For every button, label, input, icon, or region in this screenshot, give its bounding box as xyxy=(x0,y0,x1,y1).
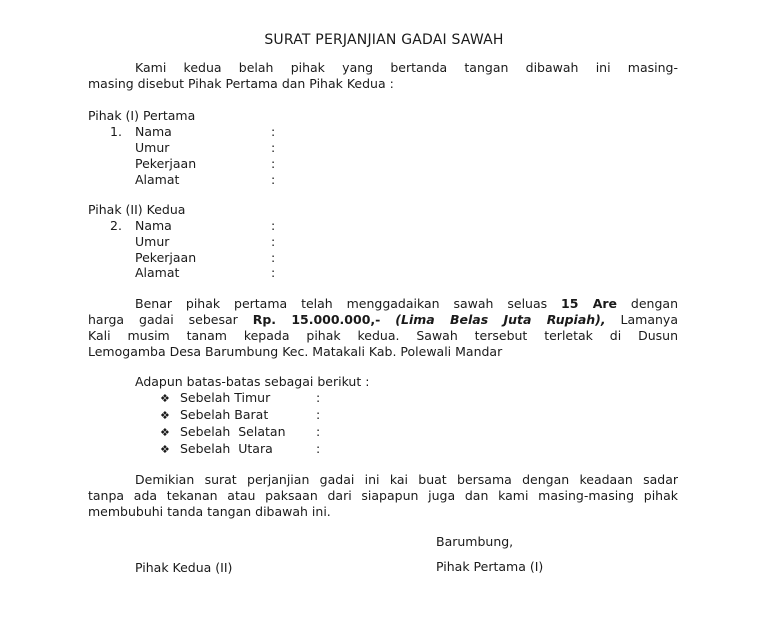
party2-number: 2. xyxy=(110,218,122,233)
party1-field-umur: Umur xyxy=(135,140,170,155)
agreement-line-3: Kali musim tanam kepada pihak kedua. Sawah tersebut terletak di Dusun xyxy=(88,328,678,343)
border-north-colon: : xyxy=(316,441,321,456)
bullet-diamond-icon: ❖ xyxy=(160,409,170,422)
bullet-diamond-icon: ❖ xyxy=(160,443,170,456)
bullet-diamond-icon: ❖ xyxy=(160,426,170,439)
agreement-line-2-end: Lamanya xyxy=(605,312,678,327)
party1-field-nama: Nama xyxy=(135,124,172,139)
party1-field-pekerjaan: Pekerjaan xyxy=(135,156,197,171)
agreement-paragraph xyxy=(88,296,678,360)
agreement-line-4: Lemogamba Desa Barumbung Kec. Matakali Kab. Polewali Mandar xyxy=(88,344,503,359)
closing-line-2: tanpa ada tekanan atau paksaan dari siapapun juga dan kami masing-masing pihak xyxy=(88,488,678,503)
intro-line-2: masing disebut Pihak Pertama dan Pihak Kedua : xyxy=(88,76,394,91)
closing-line-3: membubuhi tanda tangan dibawah ini. xyxy=(88,504,331,519)
land-area: 15 Are xyxy=(561,296,618,311)
party2-field-alamat: Alamat xyxy=(135,265,180,280)
party2-colon-pekerjaan: : xyxy=(271,250,276,265)
party1-number: 1. xyxy=(110,124,122,139)
party2-colon-umur: : xyxy=(271,234,276,249)
intro-line-1: Kami kedua belah pihak yang bertanda tangan dibawah ini masing- xyxy=(135,60,678,75)
party1-colon-nama: : xyxy=(271,124,276,139)
party1-colon-umur: : xyxy=(271,140,276,155)
border-east: Sebelah Timur xyxy=(180,390,271,405)
closing-line-1: Demikian surat perjanjian gadai ini kai buat bersama dengan keadaan sadar xyxy=(135,472,678,487)
party1-field-alamat: Alamat xyxy=(135,172,180,187)
border-west: Sebelah Barat xyxy=(180,407,269,422)
party1-colon-pekerjaan: : xyxy=(271,156,276,171)
agreement-line-1-end: dengan xyxy=(617,296,678,311)
party2-field-umur: Umur xyxy=(135,234,170,249)
party2-field-pekerjaan: Pekerjaan xyxy=(135,250,197,265)
border-south: Sebelah Selatan xyxy=(180,424,286,439)
border-east-colon: : xyxy=(316,390,321,405)
border-west-colon: : xyxy=(316,407,321,422)
pawn-price: Rp. 15.000.000,- xyxy=(252,312,381,327)
party1-colon-alamat: : xyxy=(271,172,276,187)
agreement-line-2-text: harga gadai sebesar xyxy=(88,312,253,327)
party1-heading: Pihak (I) Pertama xyxy=(88,108,196,123)
signature-party2: Pihak Kedua (II) xyxy=(135,560,233,575)
closing-paragraph xyxy=(88,472,678,520)
party2-colon-nama: : xyxy=(271,218,276,233)
signature-place: Barumbung, xyxy=(436,534,514,549)
border-north: Sebelah Utara xyxy=(180,441,273,456)
party2-colon-alamat: : xyxy=(271,265,276,280)
document-title: SURAT PERJANJIAN GADAI SAWAH xyxy=(264,32,504,48)
border-south-colon: : xyxy=(316,424,321,439)
signature-party1: Pihak Pertama (I) xyxy=(436,559,544,574)
pawn-price-words: (Lima Belas Juta Rupiah), xyxy=(395,312,606,327)
agreement-line-1 xyxy=(88,296,678,312)
agreement-line-2-space xyxy=(380,312,395,327)
intro-paragraph xyxy=(88,60,678,92)
party2-heading: Pihak (II) Kedua xyxy=(88,202,186,217)
agreement-line-1-text: Benar pihak pertama telah menggadaikan sawah seluas xyxy=(135,296,562,311)
party2-field-nama: Nama xyxy=(135,218,172,233)
agreement-line-2 xyxy=(88,312,678,328)
bullet-diamond-icon: ❖ xyxy=(160,392,170,405)
borders-heading: Adapun batas-batas sebagai berikut : xyxy=(135,374,370,389)
